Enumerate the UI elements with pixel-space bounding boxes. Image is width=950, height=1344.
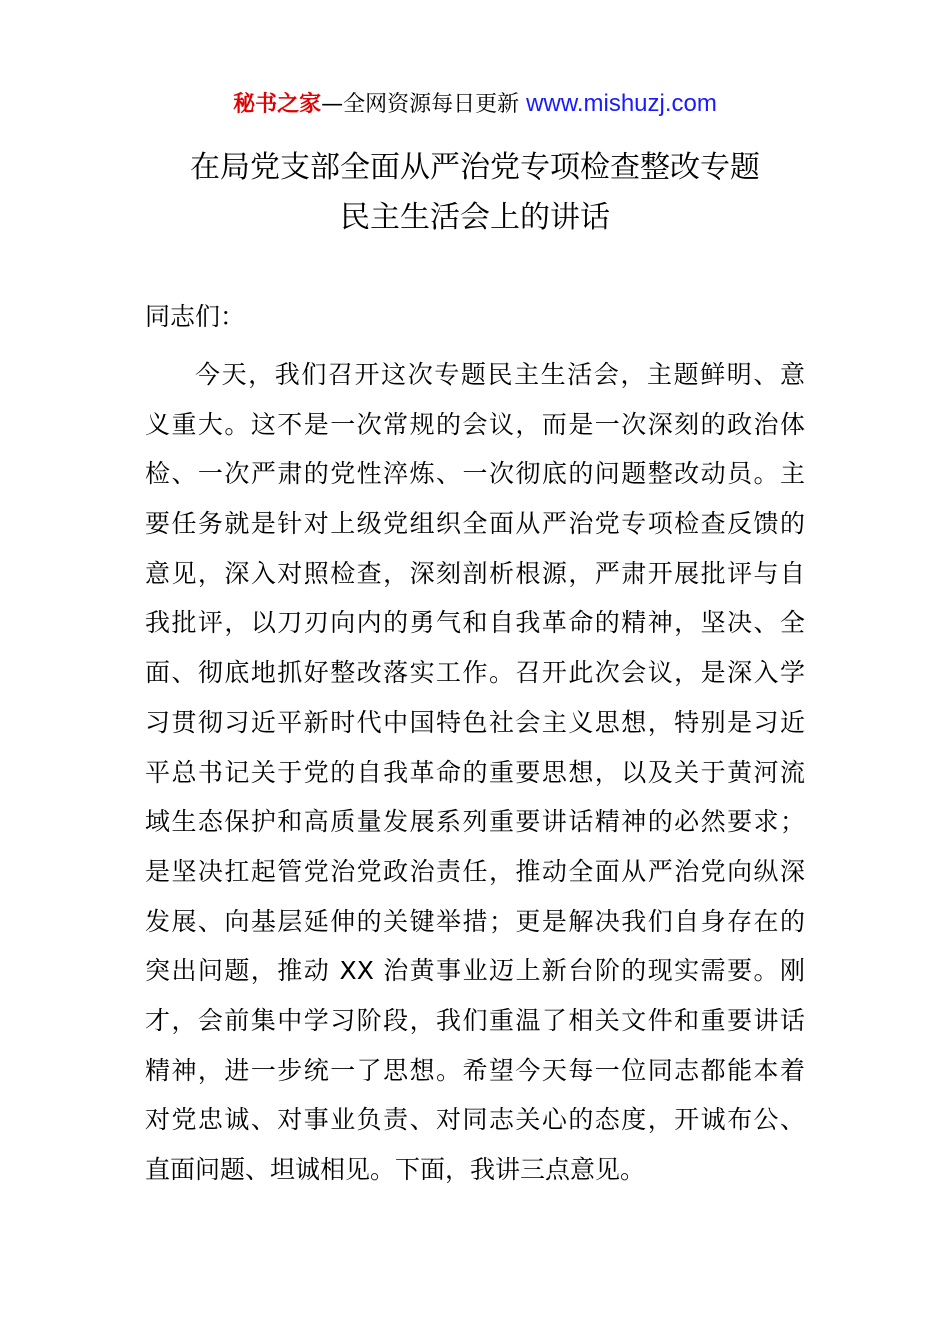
- paragraph-line: 直面问题、坦诚相见。下面，我讲三点意见。: [145, 1155, 646, 1184]
- document-title-line-2: 民主生活会上的讲话: [340, 200, 610, 235]
- paragraph-line: 义重大。这不是一次常规的会议，而是一次深刻的政治体: [145, 409, 805, 439]
- salutation: 同志们：: [145, 302, 246, 331]
- paragraph-line: 检、一次严肃的党性淬炼、一次彻底的问题整改动员。主: [145, 459, 805, 489]
- paragraph-line: 对党忠诚、对事业负责、对同志关心的态度，开诚布公、: [145, 1105, 805, 1135]
- paragraph-line: 域生态保护和高质量发展系列重要讲话精神的必然要求；: [145, 807, 805, 837]
- site-banner: [0, 88, 950, 121]
- paragraph-line: 发展、向基层延伸的关键举措；更是解决我们自身存在的: [145, 906, 805, 936]
- speech-paragraph: [145, 350, 805, 1195]
- paragraph-line: 习贯彻习近平新时代中国特色社会主义思想，特别是习近: [145, 707, 805, 737]
- paragraph-line: 我批评，以刀刃向内的勇气和自我革命的精神，坚决、全: [145, 608, 805, 638]
- paragraph-line: 精神，进一步统一了思想。希望今天每一位同志都能本着: [145, 1055, 805, 1085]
- paragraph-line: 突出问题，推动 XX 治黄事业迈上新台阶的现实需要。刚: [145, 956, 805, 986]
- paragraph-line: 平总书记关于党的自我革命的重要思想，以及关于黄河流: [145, 757, 805, 787]
- document-title-line-1: 在局党支部全面从严治党专项检查整改专题: [190, 150, 760, 185]
- paragraph-line: 要任务就是针对上级党组织全面从严治党专项检查反馈的: [145, 509, 805, 539]
- paragraph-line: 是坚决扛起管党治党政治责任，推动全面从严治党向纵深: [145, 856, 805, 886]
- paragraph-line: 今天，我们召开这次专题民主生活会，主题鲜明、意: [195, 360, 805, 389]
- paragraph-line: 意见，深入对照检查，深刻剖析根源，严肃开展批评与自: [145, 558, 805, 588]
- site-url-link[interactable]: www.mishuzj.com: [526, 90, 717, 117]
- banner-tagline: —全网资源每日更新: [321, 92, 520, 117]
- paragraph-line: 面、彻底地抓好整改落实工作。召开此次会议，是深入学: [145, 658, 805, 688]
- brand-name: 秘书之家: [233, 92, 322, 117]
- paragraph-line: 才，会前集中学习阶段，我们重温了相关文件和重要讲话: [145, 1005, 805, 1035]
